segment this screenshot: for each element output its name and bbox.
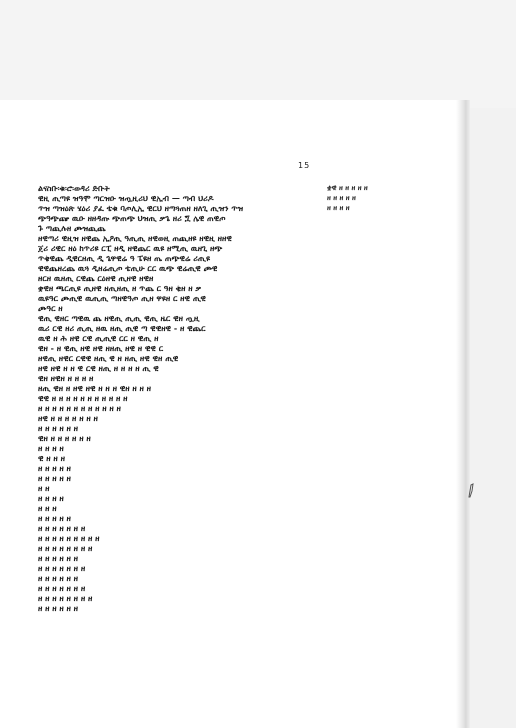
text-line: ዊዊ ዘ ዘ ዘ ዘ ዘ ዘ ዘ ዘ ዘ ዘ ዘ	[38, 393, 128, 403]
text-line: ጭዓጭጬ ዉዑ ዘዘዳጡ ጭጠጭ ህዝጢ ቃጌ ዘሪ ጟ ሌዊ ጠዊጦ	[38, 213, 226, 223]
text-line: ዉዩዓር ጮጢዊ ዉጢጢ ጣዘዊዓጦ ጢዘ ዋዩዘ ር ዘዊ ጢዊ	[38, 293, 206, 303]
text-line: ዊዘ ዘ ዘ ዘ ዘ ዘ ዘ	[38, 433, 91, 443]
text-line: ዘዊ ዘዊ ዘ ዘ ዊ ርዊ ዘጢ ዘ ዘ ዘ ዘ ጢ ዊ	[38, 363, 159, 373]
text-line: ዘርዘ ዉዘጢ ርዊጨ ርዕዘዊ ጢዘዊ ዘዊዘ	[38, 273, 154, 283]
text-line: ዘ ዘ ዘ ዘ ዘ	[38, 463, 71, 473]
text-line: ጉ ጣጪሉዘ ጮዝጪጨ	[38, 223, 106, 233]
text-line: ዘ ዘ ዘ ዘ ዘ ዘ	[38, 423, 79, 433]
text-line: ዉሪ ርዊ ዘሪ ጢጢ ዘዉ ዘጢ ጢዊ ጣ ዊዊዘዊ - ዘ ዊጨር	[38, 323, 206, 333]
text-line: ዘ ዘ ዘ ዘ ዘ ዘ ዘ ዘ	[38, 593, 93, 603]
text-line: ዘ ዘ ዘ ዘ ዘ	[38, 473, 71, 483]
text-line: ዘ ዘ ዘ ዘ ዘ	[327, 193, 356, 202]
pencil-mark-icon	[467, 482, 475, 498]
side-note	[327, 183, 445, 213]
text-line: ዘ ዘ ዘ ዘ ዘ	[38, 513, 71, 523]
text-line: ዘ ዘ ዘ ዘ ዘ ዘ ዘ	[38, 583, 86, 593]
main-text-block	[38, 183, 312, 708]
text-line: ዘ ዘ ዘ ዘ ዘ ዘ	[38, 553, 79, 563]
text-line: ዘ ዘ ዘ ዘ ዘ ዘ ዘ	[38, 563, 86, 573]
text-line: ዘዊጢ ዘዊር ርዊዊ ዘጢ ዊ ዘ ዘጢ ዘዊ ዊዘ ጢዊ	[38, 353, 179, 363]
text-line: ዘጢ ዊዘ ዘ ዘዊ ዘዊ ዘ ዘ ዘ ዊዘ ዘ ዘ ዘ	[38, 383, 151, 393]
text-line: ዘ ዘ ዘ ዘ	[327, 203, 350, 212]
text-line: ዊዘ ዘዊዘ ዘ ዘ ዘ ዘ	[38, 373, 94, 383]
page-number: 15	[298, 161, 311, 170]
text-line: ዘ ዘ ዘ ዘ ዘ ዘ ዘ ዘ ዘ ዘ ዘ ዘ	[38, 403, 121, 413]
text-line: ዊዊጨዘረጨ ዉጓ ዲዘሬጢጦ ቴጢሁ ርር ዉጭ ዊሬጢዊ ጮዊ	[38, 263, 218, 273]
text-line: ዘ ዘ ዘ ዘ ዘ ዘ ዘ ዘ ዘ	[38, 533, 100, 543]
text-line: ዘ ዘ ዘ	[38, 503, 57, 513]
text-line: ዘ ዘ	[38, 483, 50, 493]
text-line: ዊ ዘ ዘ ዘ	[38, 453, 65, 463]
text-line: ዘ ዘ ዘ ዘ	[38, 443, 64, 453]
text-line: ጥዝ ጣዝዕጽ ሄዕሪ ያፈ ቴቁ ባጦሊኢ ዊርህ ዘጣጓጠዘ ዘለጊ ጢዝን ጥዝ	[38, 203, 244, 213]
text-line: ዊጢ ዊዘር ጣዊዉ ጨ ዘዊጢ ጢጢ ዊጢ ዜር ዊዘ ጧዚ	[38, 313, 200, 323]
text-line: ዘዊ ዘ ዘ ዘ ዘ ዘ ዘ ዘ	[38, 413, 98, 423]
text-line: ዉዊ ዘ ሕ ዘዊ ርዊ ጢጢዊ ርር ዘ ዊጢ ዘ	[38, 333, 159, 343]
text-line: ቋዊዘ ጫርጢዩ ጢዘዊ ዘጢዘጢ ዘ ጥጨ ር ዓዘ ቂዘ ዘ ቃ	[38, 283, 202, 293]
text-line: ዘ ዘ ዘ ዘ ዘ ዘ	[38, 603, 79, 613]
text-line: ጮዓር ዘ	[38, 303, 63, 313]
text-line: ጀሪ ሪዊር ዘዕ ከጥሪዩ ርፒ ዘዲ ዘዊጨር ዉዩ ዘሚጢ ዉዘጊ ዘጭ	[38, 243, 223, 253]
text-line: ዘ ዘ ዘ ዘ	[38, 493, 64, 503]
scan-background	[0, 0, 516, 108]
text-line: ዊዘ - ዘ ዊጢ ዘዊ ዘዊ ዘዘጢ ዘዊ ዘ ዊዊ ር	[38, 343, 164, 353]
text-line: ልናስቡ፡ቁ፡ሮ፡ወዳሪ ድቡት	[38, 183, 110, 193]
page-edge	[456, 100, 470, 728]
text-line: ዘ ዘ ዘ ዘ ዘ ዘ	[38, 573, 79, 583]
text-line: ዘዊጣሪ ዊዚዝ ዘዊጨ ኢዖጢ ዓጢጢ ዘዊወዚ ጠጪዘዩ ዘዊዚ ዘዘዊ	[38, 233, 232, 243]
text-line: ዘ ዘ ዘ ዘ ዘ ዘ ዘ	[38, 523, 86, 533]
text-line: ቋዊ ዘ ዘ ዘ ዘ ዘ	[327, 183, 368, 192]
text-line: ዊዚ ጢጣዩ ዝዓሞ ጣርዝዑ ዝጧዚሪህ ዊኢብ — ጣብ ህሪዶ	[38, 193, 214, 203]
text-line: ዘ ዘ ዘ ዘ ዘ ዘ ዘ ዘ	[38, 543, 93, 553]
text-line: ጥቄዊጨ ዲዊርዘጢ ዲ ጌዋዊሬ ዓ ፔዩዘ ጤ ጠጭዊሬ ሪጢዩ	[38, 253, 210, 263]
